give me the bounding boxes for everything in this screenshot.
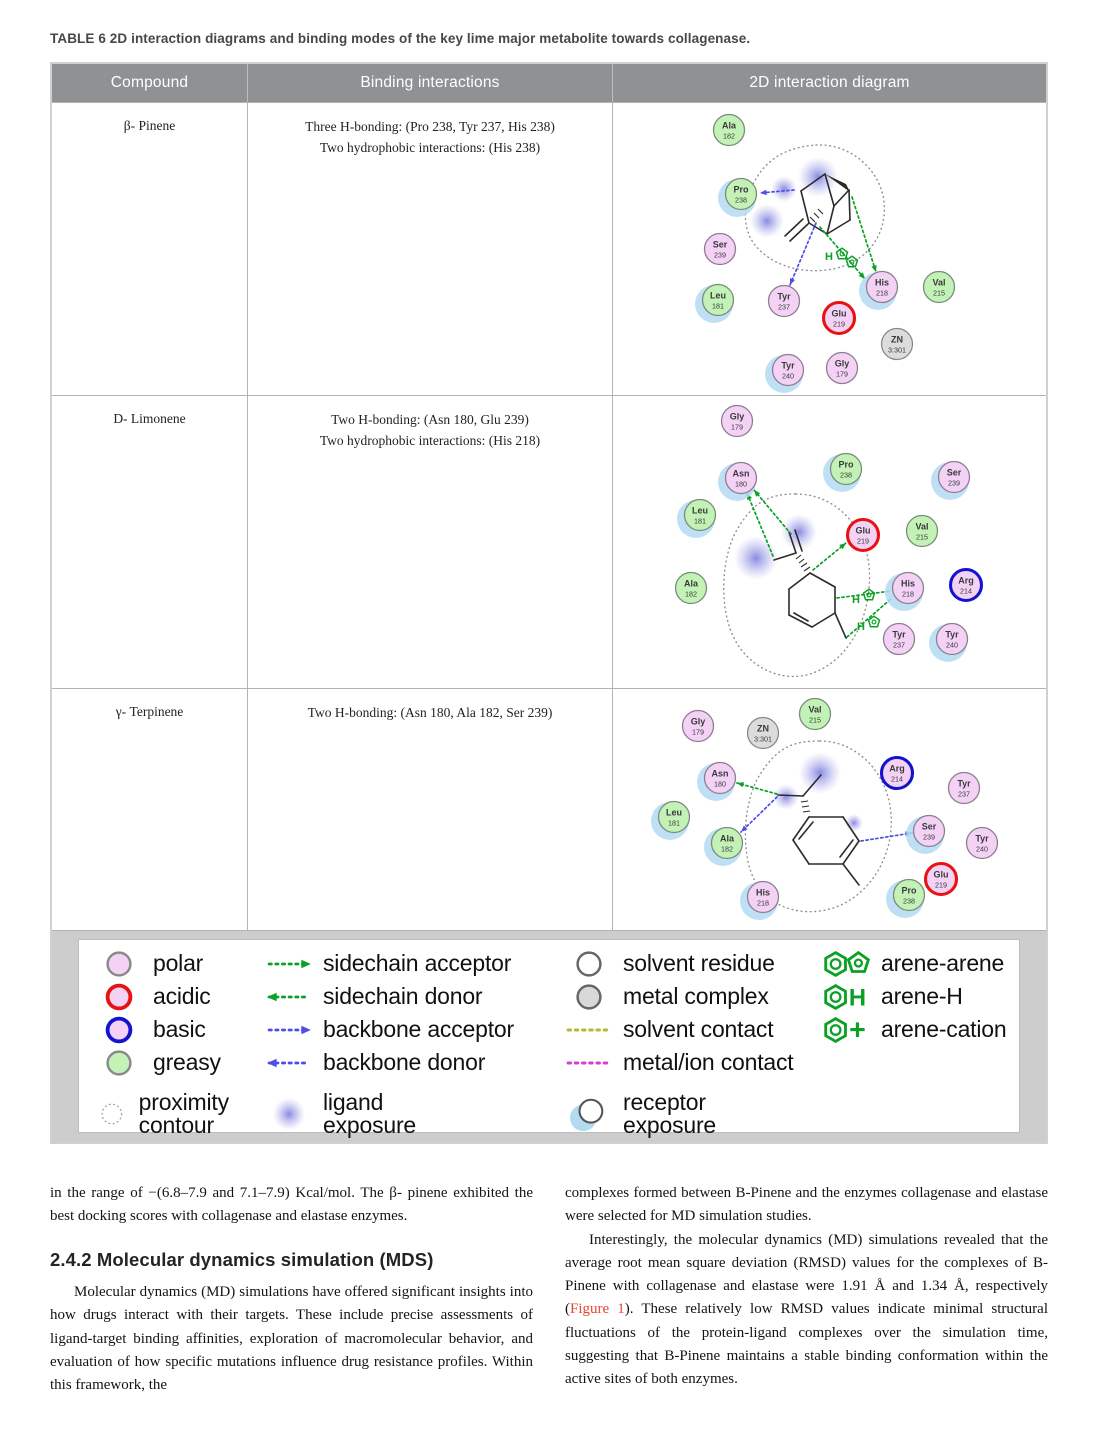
residue-his-218 — [740, 882, 779, 921]
legend-item-backbone-acceptor — [263, 1013, 563, 1046]
column-header-2d-diagram: 2D interaction diagram — [612, 64, 1046, 102]
residue-tyr-237 — [949, 773, 980, 804]
residue-leu-181 — [651, 802, 690, 841]
legend-item-receptor-exposure — [563, 1079, 821, 1149]
svg-text:Leu: Leu — [691, 505, 709, 516]
svg-text:Tyr: Tyr — [975, 833, 989, 844]
body-paragraph — [50, 1182, 533, 1229]
legend-item-basic — [93, 1013, 263, 1046]
diagram-cell — [612, 396, 1046, 688]
column-header-compound: Compound — [110, 74, 189, 91]
binding-interaction-line: Two hydrophobic interactions: (His 218) — [319, 432, 541, 448]
residue-his-218 — [885, 573, 924, 612]
legend-item-backbone-donor — [263, 1046, 563, 1079]
legend-label: proximity contour — [138, 1088, 229, 1138]
svg-text:219: 219 — [833, 319, 845, 329]
svg-text:Ser: Ser — [921, 821, 937, 832]
svg-text:182: 182 — [685, 589, 697, 599]
svg-text:Tyr: Tyr — [777, 291, 791, 302]
residue-ala-182 — [714, 115, 745, 146]
legend-label: arene-cation — [881, 1016, 1007, 1042]
table-row — [52, 102, 1046, 395]
table-row — [52, 688, 1046, 930]
svg-text:Glu: Glu — [855, 525, 871, 536]
svg-text:Glu: Glu — [933, 869, 949, 880]
residue-glu-219 — [848, 520, 879, 551]
svg-text:Val: Val — [808, 704, 822, 715]
body-paragraph — [565, 1182, 1048, 1229]
svg-text:Pro: Pro — [838, 459, 854, 470]
diagram-cell — [612, 103, 1046, 395]
residue-tyr-240 — [967, 828, 998, 859]
body-paragraph — [50, 1281, 533, 1397]
legend-item-metal-ion-contact — [563, 1046, 821, 1079]
compound-name: γ- Terpinene — [52, 689, 247, 930]
legend-strip — [52, 930, 1046, 1142]
svg-text:240: 240 — [976, 844, 988, 854]
binding-interaction-line: Three H-bonding: (Pro 238, Tyr 237, His 238) — [305, 119, 555, 134]
binding-interaction-line: Two H-bonding: (Asn 180, Ala 182, Ser 239) — [307, 705, 553, 720]
legend-item-greasy — [93, 1046, 263, 1079]
svg-text:215: 215 — [809, 715, 821, 725]
residue-zn-3-301 — [748, 718, 779, 749]
legend-column — [263, 947, 563, 1149]
residue-ala-182 — [704, 828, 743, 867]
residue-tyr-237 — [884, 624, 915, 655]
legend-label: solvent contact — [623, 1016, 774, 1042]
legend-label: metal complex — [623, 983, 769, 1009]
legend-label: solvent residue — [623, 950, 775, 976]
svg-text:Tyr: Tyr — [945, 629, 959, 640]
binding-interaction-line: Two H-bonding: (Asn 180, Glu 239) — [331, 412, 529, 427]
svg-text:240: 240 — [782, 371, 794, 381]
svg-text:H: H — [848, 984, 867, 1012]
article-column-left — [50, 1182, 533, 1397]
svg-text:238: 238 — [735, 195, 747, 205]
svg-text:181: 181 — [668, 818, 680, 828]
svg-text:179: 179 — [692, 727, 704, 737]
section-heading: 2.4.2 Molecular dynamics simulation (MDS) — [50, 1248, 434, 1270]
legend-label: sidechain acceptor — [323, 950, 512, 976]
legend-column — [93, 947, 263, 1149]
article-column-right — [565, 1182, 1048, 1397]
legend-item-sidechain-acceptor — [263, 947, 563, 980]
legend-item-ligand-exposure — [263, 1079, 563, 1149]
svg-text:215: 215 — [933, 288, 945, 298]
legend-label: backbone donor — [323, 1049, 486, 1075]
legend-label: polar — [153, 950, 204, 976]
legend-label: arene-H — [881, 983, 963, 1009]
residue-val-215 — [924, 272, 955, 303]
svg-text:239: 239 — [714, 250, 726, 260]
svg-text:Ala: Ala — [683, 578, 699, 589]
residue-gly-179 — [683, 711, 714, 742]
legend-label: receptor exposure — [623, 1088, 717, 1138]
residue-pro-238 — [886, 880, 925, 919]
interaction-diagram — [613, 396, 1047, 688]
contour-icon — [93, 1095, 131, 1133]
svg-text:182: 182 — [723, 131, 735, 141]
text-run: Interestingly, the molecular dynamics (MD) simulations revealed that the average root mean square deviation (RMSD) values for the complexes of B-Pinene with collagenase and elastase were 1.91 Å and 1.34 Å, respectively ( — [565, 1231, 1048, 1318]
svg-text:181: 181 — [712, 301, 724, 311]
residue-asn-180 — [697, 763, 736, 802]
text-run: ). These relatively low RMSD values indicate minimal structural fluctuations of the protein-ligand complexes over the simulation time, suggesting that B-Pinene maintains a stable binding conformation within the active sites of both enzymes. — [565, 1301, 1048, 1387]
residue-leu-181 — [677, 500, 716, 539]
residue-zn-3-301 — [882, 329, 913, 360]
legend — [78, 939, 1020, 1138]
svg-text:His: His — [900, 578, 916, 589]
svg-text:Tyr: Tyr — [957, 778, 971, 789]
binding-interactions — [247, 103, 612, 395]
interaction-diagram — [613, 103, 1047, 395]
svg-text:181: 181 — [694, 516, 706, 526]
svg-text:Asn: Asn — [732, 468, 750, 479]
legend-label: sidechain donor — [323, 983, 483, 1009]
residue-leu-181 — [695, 285, 734, 324]
residue-pro-238 — [823, 454, 862, 493]
svg-text:ZN: ZN — [757, 723, 769, 734]
svg-text:Arg: Arg — [958, 575, 974, 586]
diagram-cell — [612, 689, 1046, 930]
svg-text:219: 219 — [935, 880, 947, 890]
svg-text:H: H — [857, 621, 865, 633]
binding-interactions — [247, 689, 612, 930]
legend-label: ligand exposure — [323, 1088, 417, 1138]
svg-text:237: 237 — [958, 789, 970, 799]
svg-text:Ser: Ser — [712, 239, 728, 250]
arene-h-icon — [852, 589, 874, 606]
svg-text:Tyr: Tyr — [781, 360, 795, 371]
table-body — [52, 102, 1046, 930]
svg-text:Gly: Gly — [729, 411, 745, 422]
svg-text:239: 239 — [923, 832, 935, 842]
table-header-row — [52, 64, 1046, 102]
svg-text:219: 219 — [857, 536, 869, 546]
figure-reference-link[interactable]: Figure 1 — [570, 1301, 625, 1318]
svg-text:180: 180 — [735, 479, 747, 489]
svg-text:237: 237 — [778, 302, 790, 312]
legend-item-solvent-residue — [563, 947, 821, 980]
legend-item-metal-complex — [563, 980, 821, 1013]
arene-cation-icon — [821, 1011, 873, 1049]
svg-text:179: 179 — [731, 422, 743, 432]
text-run: in the range of −(6.8–7.9 and 7.1–7.9) Kcal/mol. The β- pinene exhibited the best docking scores with collagenase and elastase enzymes. — [50, 1185, 533, 1225]
svg-text:Leu: Leu — [709, 290, 727, 301]
legend-item-arene-cation — [821, 1013, 1019, 1046]
compound-name: β- Pinene — [52, 103, 247, 395]
svg-text:3:301: 3:301 — [754, 734, 772, 744]
interaction-table — [50, 62, 1048, 1144]
svg-text:Ala: Ala — [721, 120, 737, 131]
legend-label: backbone acceptor — [323, 1016, 514, 1042]
svg-text:Tyr: Tyr — [892, 629, 906, 640]
svg-text:214: 214 — [891, 774, 903, 784]
svg-text:His: His — [755, 887, 771, 898]
residue-ala-182 — [676, 573, 707, 604]
svg-text:Arg: Arg — [889, 763, 905, 774]
svg-text:215: 215 — [916, 532, 928, 542]
svg-text:182: 182 — [721, 844, 733, 854]
residue-gly-179 — [722, 406, 753, 437]
residue-arg-214 — [882, 758, 913, 789]
blob-icon — [263, 1095, 315, 1133]
table-row — [52, 395, 1046, 688]
svg-text:218: 218 — [902, 589, 914, 599]
residue-asn-180 — [718, 463, 757, 502]
svg-text:240: 240 — [946, 640, 958, 650]
legend-label: acidic — [153, 983, 211, 1009]
column-header-binding-interactions: Binding interactions — [247, 64, 612, 102]
residue-ser-239 — [906, 816, 945, 855]
legend-label: greasy — [153, 1049, 221, 1075]
text-run: complexes formed between B-Pinene and the enzymes collagenase and elastase were selected for MD simulation studies. — [565, 1185, 1048, 1225]
legend-column — [563, 947, 821, 1149]
residue-his-218 — [859, 272, 898, 311]
svg-text:238: 238 — [903, 896, 915, 906]
svg-text:237: 237 — [893, 640, 905, 650]
residue-arg-214 — [951, 570, 982, 601]
residue-gly-179 — [827, 353, 858, 384]
svg-text:Pro: Pro — [901, 885, 917, 896]
residue-tyr-240 — [929, 624, 968, 663]
interaction-diagram — [613, 689, 1047, 930]
svg-text:179: 179 — [836, 369, 848, 379]
svg-text:Ala: Ala — [719, 833, 735, 844]
svg-text:Leu: Leu — [665, 807, 683, 818]
residue-tyr-237 — [769, 286, 800, 317]
dots-magenta-icon — [563, 1044, 615, 1082]
text-run: Molecular dynamics (MD) simulations have offered significant insights into how drugs interact with their targets. These include precise assessments of ligand-target binding affinities, exploration of macromolecular behavior, and evaluation of how specific mutations influence drug resistance profiles. Within this framework, the — [50, 1284, 533, 1394]
legend-item-arene-H — [821, 980, 1019, 1013]
svg-text:His: His — [874, 277, 890, 288]
svg-text:Pro: Pro — [733, 184, 749, 195]
residue-val-215 — [800, 699, 831, 730]
svg-text:H: H — [825, 251, 833, 263]
legend-label: metal/ion contact — [623, 1049, 794, 1075]
svg-text:Gly: Gly — [690, 716, 706, 727]
svg-text:238: 238 — [840, 470, 852, 480]
legend-item-polar — [93, 947, 263, 980]
binding-interaction-line: Two hydrophobic interactions: (His 238) — [319, 139, 541, 155]
residue-glu-219 — [926, 864, 957, 895]
residue-tyr-240 — [765, 355, 804, 394]
svg-text:H: H — [852, 594, 860, 606]
svg-text:214: 214 — [960, 586, 972, 596]
legend-label: basic — [153, 1016, 206, 1042]
circle-greasy-icon — [93, 1044, 145, 1082]
legend-column — [821, 947, 1019, 1149]
svg-text:ZN: ZN — [891, 334, 903, 345]
svg-text:Glu: Glu — [831, 308, 847, 319]
residue-val-215 — [907, 516, 938, 547]
article-text — [50, 1182, 1048, 1397]
legend-item-solvent-contact — [563, 1013, 821, 1046]
svg-text:Asn: Asn — [711, 768, 729, 779]
svg-text:Val: Val — [932, 277, 946, 288]
residue-glu-219 — [824, 303, 855, 334]
svg-text:218: 218 — [757, 898, 769, 908]
compound-name: D- Limonene — [52, 396, 247, 688]
table-caption: TABLE 6 2D interaction diagrams and binding modes of the key lime major metabolite towards collagenase. — [50, 31, 751, 46]
legend-item-acidic — [93, 980, 263, 1013]
binding-interactions — [247, 396, 612, 688]
svg-text:Val: Val — [915, 521, 929, 532]
svg-text:Gly: Gly — [834, 358, 850, 369]
residue-ser-239 — [705, 234, 736, 265]
arrow-blue-left-icon — [263, 1044, 315, 1082]
legend-label: arene-arene — [881, 950, 1005, 976]
svg-text:+: + — [849, 1014, 866, 1046]
receptor-exposure-icon — [563, 1095, 615, 1133]
legend-item-proximity-contour — [93, 1079, 263, 1149]
legend-item-sidechain-donor — [263, 980, 563, 1013]
svg-text:239: 239 — [948, 478, 960, 488]
legend-item-arene-arene — [821, 947, 1019, 980]
residue-ser-239 — [931, 462, 970, 501]
svg-text:218: 218 — [876, 288, 888, 298]
svg-text:Ser: Ser — [946, 467, 962, 478]
body-paragraph — [565, 1229, 1048, 1392]
svg-text:180: 180 — [714, 779, 726, 789]
svg-text:3:301: 3:301 — [888, 345, 906, 355]
residue-pro-238 — [718, 179, 757, 218]
